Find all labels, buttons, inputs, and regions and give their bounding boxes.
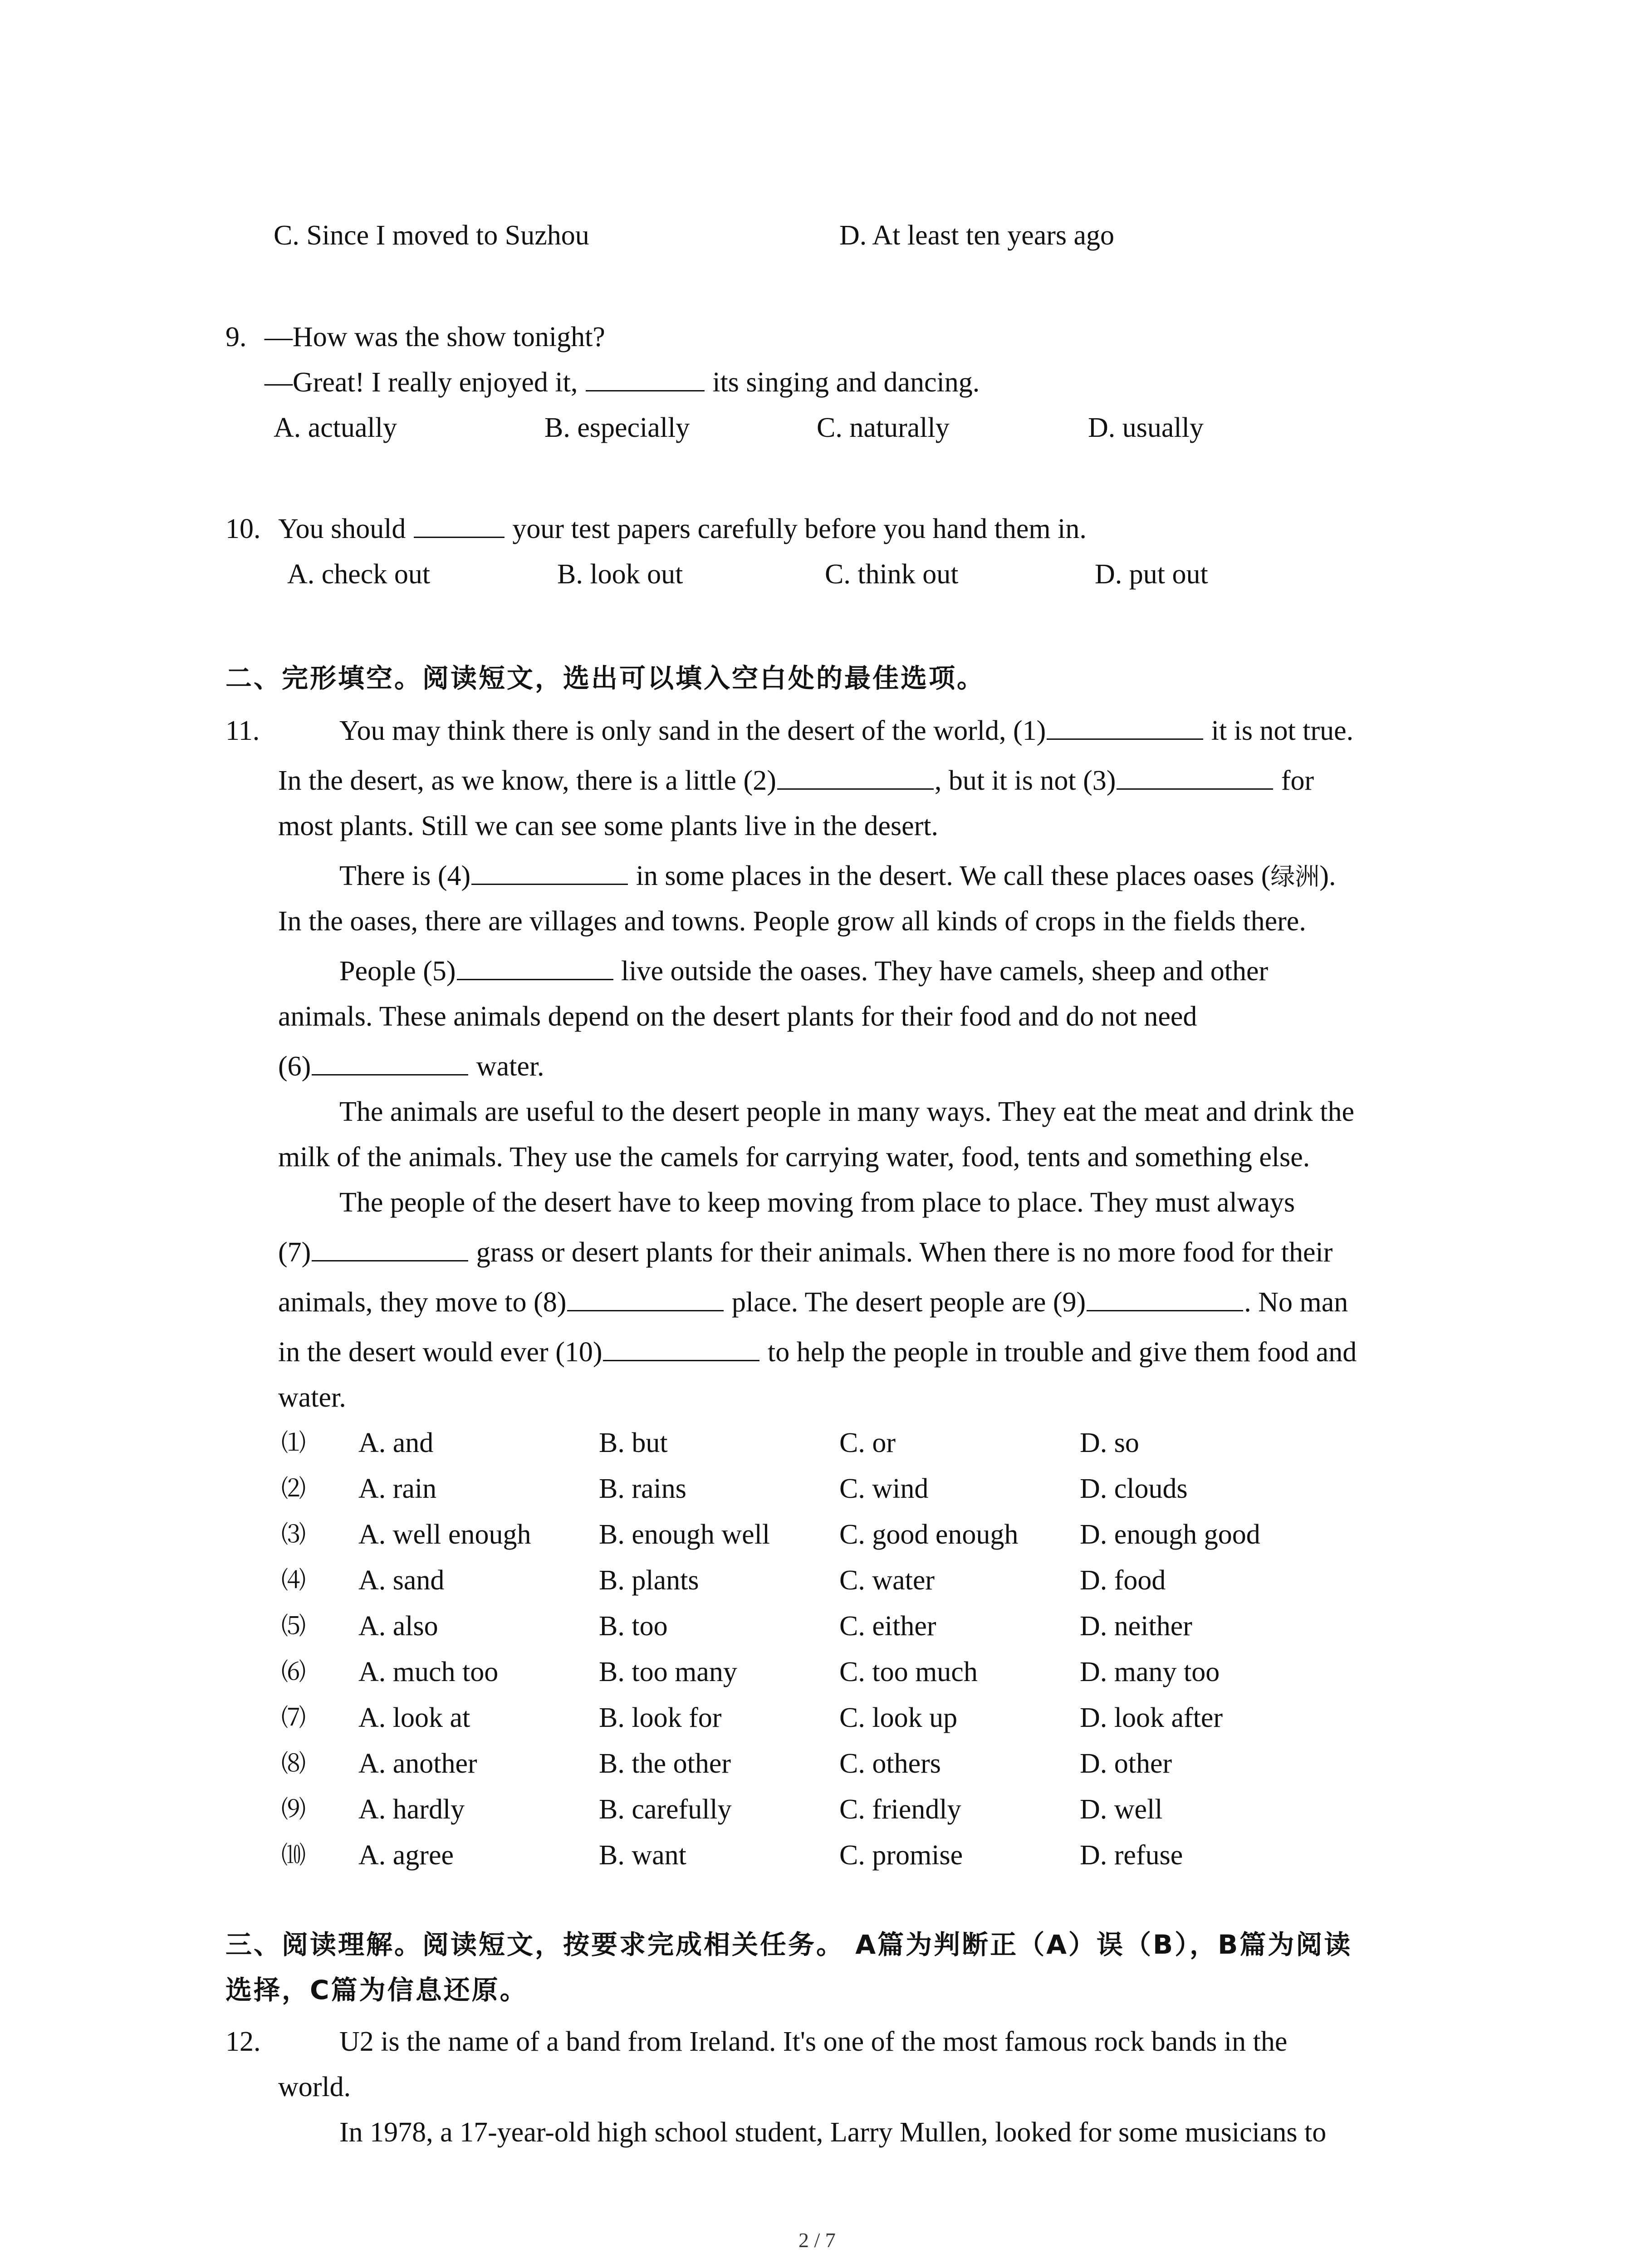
q9-option-d: D. usually (1088, 412, 1204, 443)
choice-option-c: C. or (839, 1427, 896, 1458)
q11-blank-9 (1087, 1305, 1243, 1311)
q10-text (278, 515, 1087, 543)
q11-p2-l1-cn: 绿洲 (1270, 862, 1320, 891)
choice-option-d: D. neither (1080, 1611, 1192, 1642)
choice-option-b: B. rains (599, 1473, 686, 1504)
q10-option-b: B. look out (557, 559, 683, 590)
choice-option-d: D. clouds (1080, 1473, 1188, 1504)
section3-heading-line1: 三、阅读理解。阅读短文，按要求完成相关任务。 A篇为判断正（A）误（B），B篇为阅读 (225, 1929, 1352, 1960)
choice-number: ⑶ (281, 1521, 306, 1548)
q11-p1-l2-a: In the desert, as we know, there is a little (2) (278, 765, 776, 796)
choice-option-a: A. rain (358, 1473, 437, 1504)
q8-option-c: C. Since I moved to Suzhou (274, 220, 589, 251)
q11-p5-l4-b: to help the people in trouble and give them food and (767, 1337, 1357, 1368)
q12-line3: In 1978, a 17-year-old high school student, Larry Mullen, looked for some musicians to (339, 2117, 1327, 2148)
q11-p1-l1-b: it is not true. (1211, 715, 1354, 746)
q10-option-c: C. think out (825, 559, 959, 590)
q11-p5-line3 (278, 1288, 1348, 1316)
choice-option-a: A. well enough (358, 1519, 531, 1550)
q11-p5-line2 (278, 1238, 1332, 1266)
choice-option-a: A. another (358, 1748, 477, 1779)
q11-p3-l1-b: live outside the oases. They have camels, sheep and other (621, 956, 1269, 987)
q9-line2-b: its singing and dancing. (712, 367, 980, 398)
q11-blank-4 (471, 879, 628, 885)
q10-option-a: A. check out (287, 559, 431, 590)
choice-number: ⑺ (281, 1704, 306, 1731)
choice-option-c: C. too much (839, 1657, 978, 1687)
q11-p5-l3-b: place. The desert people are (9) (731, 1287, 1086, 1318)
q11-number: 11. (225, 715, 260, 746)
q9-option-a: A. actually (274, 412, 397, 443)
q11-blank-8 (567, 1305, 724, 1311)
choice-number: ⑹ (281, 1658, 306, 1686)
q11-p3-l1-a: People (5) (339, 956, 456, 987)
choice-option-b: B. too (599, 1611, 668, 1642)
choice-option-d: D. many too (1080, 1657, 1220, 1687)
choice-option-b: B. carefully (599, 1794, 732, 1825)
choice-option-d: D. well (1080, 1794, 1163, 1825)
choice-number: ⑴ (281, 1429, 306, 1457)
choice-option-c: C. look up (839, 1702, 958, 1733)
q10-number: 10. (225, 513, 261, 544)
q9-line1: —How was the show tonight? (265, 322, 605, 352)
choice-number: ⑵ (281, 1475, 306, 1502)
q11-p3-line2: animals. These animals depend on the desert plants for their food and do not need (278, 1001, 1197, 1032)
choice-option-a: A. agree (358, 1840, 454, 1871)
choice-number: ⑽ (281, 1842, 306, 1869)
q11-blank-5 (457, 974, 613, 980)
q10-text-a: You should (278, 513, 406, 544)
q12-line1: U2 is the name of a band from Ireland. It's one of the most famous rock bands in the (339, 2026, 1288, 2057)
q9-option-b: B. especially (544, 412, 690, 443)
choice-option-a: A. also (358, 1611, 438, 1642)
choice-option-c: C. friendly (839, 1794, 961, 1825)
choice-option-c: C. either (839, 1611, 936, 1642)
choice-option-b: B. look for (599, 1702, 722, 1733)
q10-text-b: your test papers carefully before you hand them in. (512, 513, 1087, 544)
q9-option-c: C. naturally (817, 412, 950, 443)
q9-number: 9. (225, 322, 247, 352)
choice-number: ⑼ (281, 1796, 306, 1823)
q11-blank-1 (1047, 734, 1203, 740)
q9-line2-a: —Great! I really enjoyed it, (265, 367, 578, 398)
q11-p2-l1-b: in some places in the desert. We call these places oases ( (636, 860, 1271, 891)
choice-option-c: C. water (839, 1565, 935, 1596)
choice-option-b: B. the other (599, 1748, 731, 1779)
q11-p4-line2: milk of the animals. They use the camels for carrying water, food, tents and something else. (278, 1142, 1310, 1173)
q11-blank-2 (777, 784, 934, 790)
choice-number: ⑷ (281, 1567, 306, 1594)
q11-p5-l4-a: in the desert would ever (10) (278, 1337, 603, 1368)
choice-option-d: D. other (1080, 1748, 1172, 1779)
section2-heading: 二、完形填空。阅读短文，选出可以填入空白处的最佳选项。 (225, 663, 985, 694)
q11-p5-line5: water. (278, 1382, 346, 1413)
q11-p5-l2-b: grass or desert plants for their animals. When there is no more food for their (476, 1237, 1333, 1268)
q11-blank-7 (312, 1256, 468, 1261)
q11-p5-l3-c: . No man (1244, 1287, 1348, 1318)
choice-option-d: D. food (1080, 1565, 1166, 1596)
q12-line2: world. (278, 2072, 351, 2102)
choice-number: ⑸ (281, 1613, 306, 1640)
choice-option-a: A. sand (358, 1565, 445, 1596)
q11-p1-line2 (278, 767, 1314, 795)
choice-option-d: D. so (1080, 1427, 1139, 1458)
choice-option-b: B. too many (599, 1657, 737, 1687)
choice-option-c: C. promise (839, 1840, 963, 1871)
choice-option-a: A. look at (358, 1702, 470, 1733)
q11-p3-line1 (339, 957, 1268, 985)
choice-option-c: C. wind (839, 1473, 929, 1504)
choice-option-b: B. plants (599, 1565, 699, 1596)
q9-line2 (265, 368, 980, 396)
q11-p5-line4 (278, 1338, 1357, 1366)
section3-heading-line2: 选择，C篇为信息还原。 (225, 1975, 528, 2005)
choice-option-b: B. but (599, 1427, 668, 1458)
choice-option-c: C. good enough (839, 1519, 1019, 1550)
q11-blank-10 (603, 1355, 759, 1361)
q11-p3-l3-a: (6) (278, 1051, 311, 1082)
q10-blank (414, 532, 505, 538)
q11-p1-l1-a: You may think there is only sand in the desert of the world, (1) (339, 715, 1046, 746)
choice-option-a: A. and (358, 1427, 434, 1458)
q11-p3-line3 (278, 1052, 544, 1080)
q9-blank (586, 386, 705, 391)
page-number: 2 / 7 (798, 2229, 836, 2252)
q11-p1-line3: most plants. Still we can see some plants live in the desert. (278, 811, 939, 841)
q11-p2-l1-c: ). (1319, 860, 1336, 891)
q11-blank-3 (1117, 784, 1273, 790)
choice-option-d: D. enough good (1080, 1519, 1260, 1550)
q10-option-d: D. put out (1095, 559, 1208, 590)
q11-p5-l2-a: (7) (278, 1237, 311, 1268)
choice-number: ⑻ (281, 1750, 306, 1777)
q11-p4-line1: The animals are useful to the desert people in many ways. They eat the meat and drink the (339, 1096, 1354, 1127)
choice-option-a: A. much too (358, 1657, 499, 1687)
choice-option-b: B. want (599, 1840, 686, 1871)
choice-option-d: D. look after (1080, 1702, 1223, 1733)
choice-option-d: D. refuse (1080, 1840, 1183, 1871)
q11-p5-line1: The people of the desert have to keep moving from place to place. They must always (339, 1187, 1295, 1218)
q11-blank-6 (312, 1070, 468, 1075)
q11-p1-l2-b: , but it is not (3) (934, 765, 1116, 796)
q11-p1-l2-c: for (1281, 765, 1314, 796)
q11-p5-l3-a: animals, they move to (8) (278, 1287, 567, 1318)
q12-number: 12. (225, 2026, 261, 2057)
q11-p2-line1 (339, 862, 1336, 890)
q11-p3-l3-b: water. (476, 1051, 544, 1082)
q11-p2-l1-a: There is (4) (339, 860, 471, 891)
q11-p2-line2: In the oases, there are villages and towns. People grow all kinds of crops in the fields there. (278, 906, 1306, 937)
choice-option-a: A. hardly (358, 1794, 465, 1825)
choice-option-c: C. others (839, 1748, 941, 1779)
q11-p1-line1 (339, 717, 1353, 745)
q8-option-d: D. At least ten years ago (839, 220, 1115, 251)
choice-option-b: B. enough well (599, 1519, 770, 1550)
